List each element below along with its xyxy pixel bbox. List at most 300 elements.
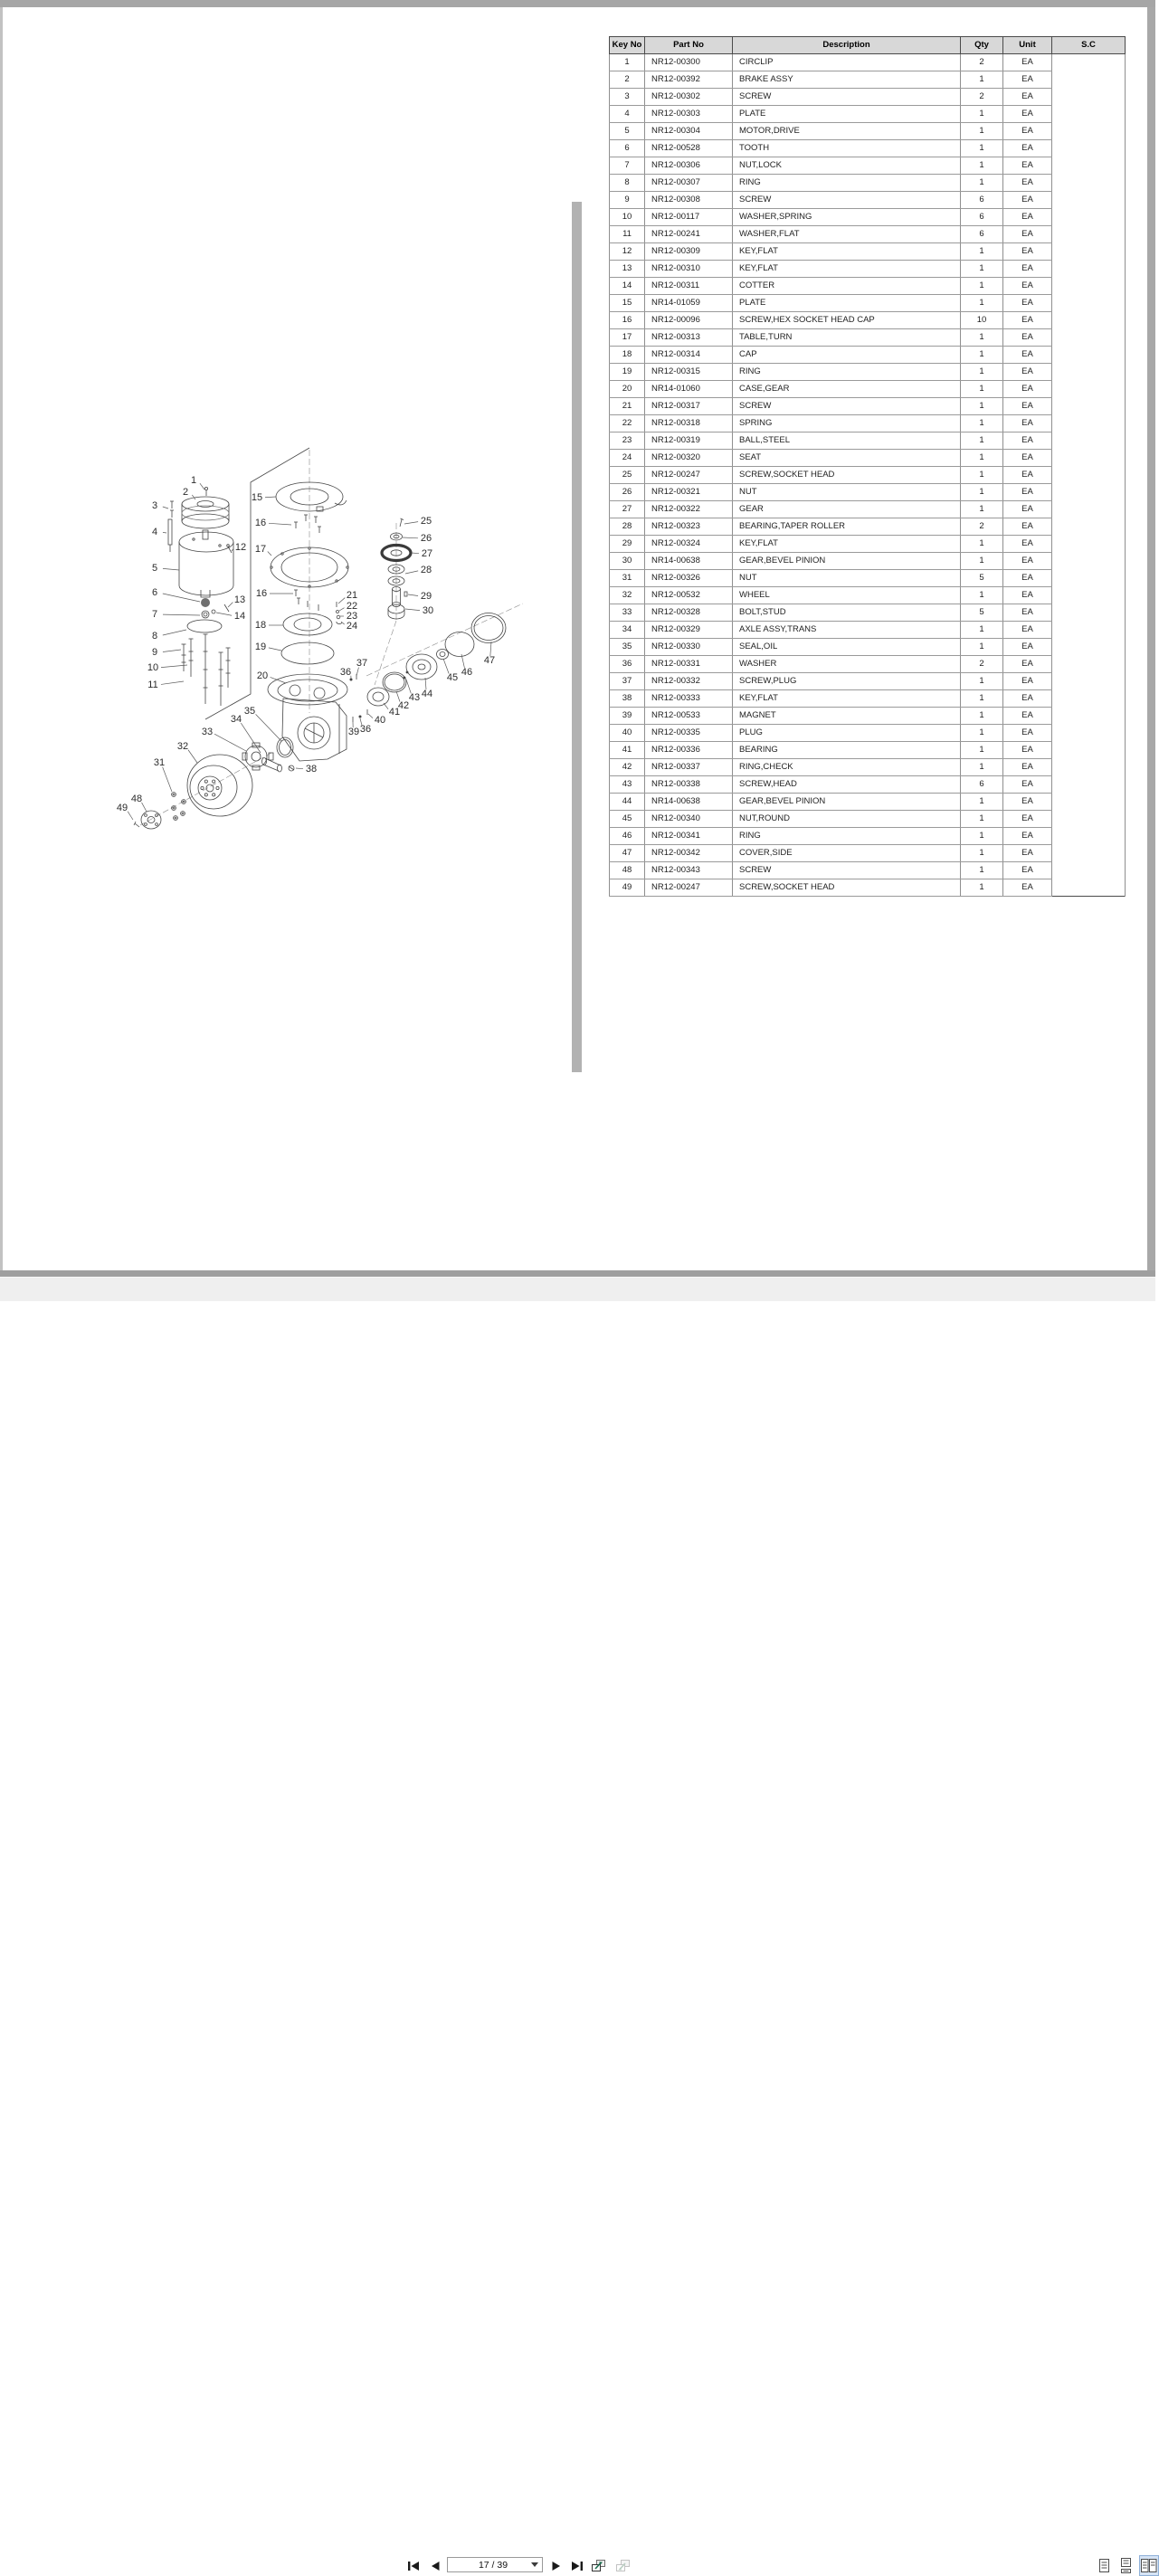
table-cell: NR12-00303 <box>645 106 733 123</box>
page-number-combobox[interactable] <box>447 2557 543 2572</box>
table-cell: 1 <box>961 261 1003 278</box>
callout-number: 17 <box>255 544 266 555</box>
page-indicator: 17 / 39 <box>448 2560 527 2571</box>
chevron-down-icon[interactable] <box>527 2562 542 2567</box>
table-cell: 38 <box>610 690 645 708</box>
leader-line <box>200 483 204 490</box>
table-row <box>610 106 1126 123</box>
callout-number: 4 <box>152 527 157 537</box>
table-cell <box>1052 140 1126 157</box>
table-cell: NR12-00324 <box>645 536 733 553</box>
table-cell: NR12-00323 <box>645 518 733 536</box>
callout-number: 28 <box>421 565 432 575</box>
table-cell: NR12-00247 <box>645 467 733 484</box>
callout-number: 5 <box>152 563 157 574</box>
next-view-button[interactable] <box>613 2558 632 2573</box>
table-cell: GEAR <box>733 501 961 518</box>
table-cell: EA <box>1003 518 1052 536</box>
single-page-view-icon <box>1098 2558 1110 2573</box>
table-row <box>610 794 1126 811</box>
table-cell: BEARING <box>733 742 961 759</box>
table-cell <box>1052 690 1126 708</box>
callout-number: 45 <box>447 672 458 683</box>
table-cell: EA <box>1003 759 1052 776</box>
table-cell <box>1052 123 1126 140</box>
table-cell: 11 <box>610 226 645 243</box>
table-row <box>610 759 1126 776</box>
table-row <box>610 209 1126 226</box>
table-cell: NR12-00326 <box>645 570 733 587</box>
callout-number: 49 <box>117 803 128 813</box>
table-cell: 28 <box>610 518 645 536</box>
leader-line <box>265 497 276 498</box>
table-cell <box>1052 673 1126 690</box>
previous-page-button[interactable] <box>427 2558 443 2573</box>
table-cell: 1 <box>961 708 1003 725</box>
first-page-button[interactable] <box>405 2558 422 2573</box>
table-cell: 1 <box>961 415 1003 433</box>
table-cell: 1 <box>961 639 1003 656</box>
table-cell: 8 <box>610 175 645 192</box>
table-cell: NR12-00340 <box>645 811 733 828</box>
table-cell <box>1052 794 1126 811</box>
toolbar-separator <box>0 1270 1155 1277</box>
table-cell <box>1052 243 1126 261</box>
table-cell: SCREW <box>733 862 961 879</box>
leader-line <box>188 750 197 763</box>
table-row <box>610 518 1126 536</box>
table-cell: NR12-00330 <box>645 639 733 656</box>
table-cell <box>1052 54 1126 71</box>
table-cell: EA <box>1003 54 1052 71</box>
table-cell <box>1052 879 1126 897</box>
table-cell: RING <box>733 175 961 192</box>
last-page-button[interactable] <box>569 2558 585 2573</box>
table-cell <box>1052 381 1126 398</box>
table-cell: NR12-00533 <box>645 708 733 725</box>
window-left-edge <box>0 7 3 1270</box>
table-cell: NR12-00333 <box>645 690 733 708</box>
leader-line <box>163 630 186 635</box>
table-cell: EA <box>1003 226 1052 243</box>
table-cell: 39 <box>610 708 645 725</box>
table-cell: NR12-00302 <box>645 89 733 106</box>
table-cell: 4 <box>610 106 645 123</box>
callout-number: 32 <box>177 741 188 752</box>
table-cell: 42 <box>610 759 645 776</box>
table-cell <box>1052 89 1126 106</box>
callout-number: 15 <box>252 492 262 503</box>
leader-line <box>443 659 449 673</box>
table-cell: 1 <box>961 845 1003 862</box>
table-cell: SCREW <box>733 192 961 209</box>
facing-pages-view-icon <box>1141 2558 1157 2573</box>
table-row <box>610 433 1126 450</box>
table-cell: EA <box>1003 656 1052 673</box>
vertical-scrollbar[interactable] <box>1147 7 1155 1270</box>
table-cell: EA <box>1003 879 1052 897</box>
table-cell <box>1052 587 1126 604</box>
table-row <box>610 776 1126 794</box>
table-cell <box>1052 450 1126 467</box>
leader-line <box>241 723 261 753</box>
table-cell: MOTOR,DRIVE <box>733 123 961 140</box>
table-cell: 1 <box>961 553 1003 570</box>
table-cell: NR12-00315 <box>645 364 733 381</box>
table-cell: NR12-00328 <box>645 604 733 622</box>
table-cell: EA <box>1003 604 1052 622</box>
hub-nuts <box>172 793 186 821</box>
table-cell: 33 <box>610 604 645 622</box>
table-cell: 46 <box>610 828 645 845</box>
leader-line <box>163 594 200 602</box>
table-cell: NR12-00319 <box>645 433 733 450</box>
callout-labels <box>117 475 495 820</box>
table-row <box>610 175 1126 192</box>
table-cell: NR12-00332 <box>645 673 733 690</box>
table-cell: 6 <box>961 226 1003 243</box>
table-cell: NR12-00320 <box>645 450 733 467</box>
callout-number: 16 <box>256 588 267 599</box>
table-cell: BALL,STEEL <box>733 433 961 450</box>
callout-number: 10 <box>147 662 158 673</box>
leader-line <box>356 668 358 676</box>
table-cell: 47 <box>610 845 645 862</box>
table-cell: AXLE ASSY,TRANS <box>733 622 961 639</box>
callout-number: 2 <box>183 487 188 498</box>
table-cell: EA <box>1003 845 1052 862</box>
table-row <box>610 690 1126 708</box>
table-row <box>610 587 1126 604</box>
column-header: Description <box>733 37 961 54</box>
previous-page-icon <box>430 2561 441 2571</box>
table-cell: 2 <box>961 89 1003 106</box>
table-cell: 1 <box>961 278 1003 295</box>
table-cell: NR12-00318 <box>645 415 733 433</box>
callout-number: 36 <box>340 667 351 678</box>
callout-number: 33 <box>202 727 213 737</box>
callout-number: 30 <box>423 605 433 616</box>
callout-number: 16 <box>255 518 266 528</box>
table-cell: NUT <box>733 570 961 587</box>
table-cell: PLATE <box>733 295 961 312</box>
column-header: Qty <box>961 37 1003 54</box>
table-row <box>610 71 1126 89</box>
table-cell <box>1052 398 1126 415</box>
leader-line <box>214 734 246 751</box>
table-cell: EA <box>1003 278 1052 295</box>
table-cell: NR12-00117 <box>645 209 733 226</box>
table-row <box>610 54 1126 71</box>
table-cell: NUT,ROUND <box>733 811 961 828</box>
table-cell <box>1052 845 1126 862</box>
table-cell <box>1052 364 1126 381</box>
leader-line <box>228 603 233 607</box>
table-cell: 6 <box>961 776 1003 794</box>
table-cell: 17 <box>610 329 645 347</box>
table-cell: 23 <box>610 433 645 450</box>
table-cell <box>1052 157 1126 175</box>
table-cell <box>1052 278 1126 295</box>
table-cell: SCREW <box>733 398 961 415</box>
table-cell: EA <box>1003 398 1052 415</box>
callout-number: 39 <box>348 727 359 737</box>
table-cell: 1 <box>961 759 1003 776</box>
callout-number: 36 <box>360 724 371 735</box>
table-cell: 1 <box>961 828 1003 845</box>
single-page-view-button[interactable] <box>1096 2558 1112 2573</box>
leader-line <box>404 522 418 524</box>
table-cell: EA <box>1003 501 1052 518</box>
table-cell: NR12-00311 <box>645 278 733 295</box>
leader-line <box>142 803 147 812</box>
leader-line <box>368 714 373 718</box>
table-cell: 18 <box>610 347 645 364</box>
table-cell: NR12-00306 <box>645 157 733 175</box>
table-cell: 40 <box>610 725 645 742</box>
table-cell: 1 <box>961 123 1003 140</box>
table-cell <box>1052 484 1126 501</box>
table-cell: 1 <box>961 243 1003 261</box>
callout-number: 18 <box>255 620 266 631</box>
leader-line <box>256 714 281 741</box>
table-cell <box>1052 742 1126 759</box>
table-cell: NR12-00309 <box>645 243 733 261</box>
table-cell: 27 <box>610 501 645 518</box>
table-cell: WASHER,SPRING <box>733 209 961 226</box>
table-cell: SEAL,OIL <box>733 639 961 656</box>
table-cell: 1 <box>961 742 1003 759</box>
table-cell: EA <box>1003 536 1052 553</box>
table-header-row <box>610 37 1126 54</box>
table-row <box>610 656 1126 673</box>
table-cell: SCREW,PLUG <box>733 673 961 690</box>
callout-number: 41 <box>389 707 400 718</box>
table-row <box>610 639 1126 656</box>
table-cell: EA <box>1003 639 1052 656</box>
table-cell: 24 <box>610 450 645 467</box>
table-row <box>610 89 1126 106</box>
leader-line <box>163 614 200 615</box>
table-cell: 1 <box>961 690 1003 708</box>
table-cell: EA <box>1003 243 1052 261</box>
table-cell: 25 <box>610 467 645 484</box>
leader-line <box>163 507 168 509</box>
table-cell: KEY,FLAT <box>733 690 961 708</box>
table-cell <box>1052 347 1126 364</box>
table-cell: 2 <box>961 518 1003 536</box>
callout-number: 29 <box>421 591 432 602</box>
continuous-view-button[interactable] <box>1117 2558 1134 2573</box>
callout-number: 23 <box>347 611 357 622</box>
callout-number: 1 <box>191 475 196 486</box>
table-cell <box>1052 467 1126 484</box>
table-cell: GEAR,BEVEL PINION <box>733 553 961 570</box>
table-cell: 2 <box>961 656 1003 673</box>
table-cell: EA <box>1003 862 1052 879</box>
table-cell: 10 <box>610 209 645 226</box>
table-cell: SCREW,SOCKET HEAD <box>733 467 961 484</box>
table-cell: PLATE <box>733 106 961 123</box>
table-row <box>610 364 1126 381</box>
table-cell: NR14-01059 <box>645 295 733 312</box>
callout-number: 31 <box>154 757 165 768</box>
callout-number: 19 <box>255 642 266 652</box>
previous-view-icon <box>591 2559 606 2572</box>
leader-line <box>232 549 233 551</box>
table-cell: NR12-00321 <box>645 484 733 501</box>
table-cell: EA <box>1003 295 1052 312</box>
table-cell: 1 <box>610 54 645 71</box>
table-cell: EA <box>1003 209 1052 226</box>
table-cell: 1 <box>961 862 1003 879</box>
callout-number: 26 <box>421 533 432 544</box>
callout-number: 24 <box>347 621 357 632</box>
table-cell: 1 <box>961 433 1003 450</box>
table-row <box>610 329 1126 347</box>
table-cell: 34 <box>610 622 645 639</box>
table-cell <box>1052 261 1126 278</box>
leader-line <box>216 613 232 615</box>
table-cell: EA <box>1003 347 1052 364</box>
table-cell <box>1052 501 1126 518</box>
table-cell: SCREW <box>733 89 961 106</box>
table-row <box>610 742 1126 759</box>
table-cell <box>1052 415 1126 433</box>
table-cell: 2 <box>961 54 1003 71</box>
leader-line <box>268 552 271 556</box>
table-cell: EA <box>1003 71 1052 89</box>
table-cell: 1 <box>961 794 1003 811</box>
table-cell <box>1052 622 1126 639</box>
table-cell: 3 <box>610 89 645 106</box>
table-row <box>610 673 1126 690</box>
table-cell: RING <box>733 828 961 845</box>
table-cell: 1 <box>961 725 1003 742</box>
table-cell: 49 <box>610 879 645 897</box>
table-cell: NR14-00638 <box>645 794 733 811</box>
table-cell: SCREW,HEX SOCKET HEAD CAP <box>733 312 961 329</box>
table-cell <box>1052 862 1126 879</box>
table-cell: 7 <box>610 157 645 175</box>
callout-number: 42 <box>398 700 409 711</box>
table-cell: NR12-00322 <box>645 501 733 518</box>
table-cell: NR12-00314 <box>645 347 733 364</box>
table-cell: 6 <box>610 140 645 157</box>
table-cell <box>1052 570 1126 587</box>
table-row <box>610 295 1126 312</box>
table-cell: COTTER <box>733 278 961 295</box>
table-cell: NR12-00532 <box>645 587 733 604</box>
table-cell: NR12-00341 <box>645 828 733 845</box>
table-cell: 1 <box>961 157 1003 175</box>
facing-pages-view-button[interactable] <box>1141 2558 1157 2573</box>
table-cell: 1 <box>961 347 1003 364</box>
table-cell: SCREW,HEAD <box>733 776 961 794</box>
table-cell: SCREW,SOCKET HEAD <box>733 879 961 897</box>
table-cell: 2 <box>610 71 645 89</box>
table-row <box>610 845 1126 862</box>
next-page-button[interactable] <box>548 2558 565 2573</box>
table-cell <box>1052 226 1126 243</box>
callout-number: 6 <box>152 587 157 598</box>
table-cell: 5 <box>961 604 1003 622</box>
previous-view-button[interactable] <box>589 2558 607 2573</box>
table-cell: 1 <box>961 484 1003 501</box>
callout-number: 40 <box>375 715 385 726</box>
table-cell: EA <box>1003 708 1052 725</box>
table-cell: EA <box>1003 742 1052 759</box>
table-cell: NR12-00337 <box>645 759 733 776</box>
table-cell: NUT,LOCK <box>733 157 961 175</box>
column-header: S.C <box>1052 37 1126 54</box>
table-cell: 36 <box>610 656 645 673</box>
table-cell <box>1052 639 1126 656</box>
table-cell: 1 <box>961 536 1003 553</box>
table-cell: 1 <box>961 622 1003 639</box>
table-cell: EA <box>1003 570 1052 587</box>
callout-number: 47 <box>484 655 495 666</box>
table-cell: 22 <box>610 415 645 433</box>
table-cell: EA <box>1003 467 1052 484</box>
column-header: Unit <box>1003 37 1052 54</box>
table-row <box>610 347 1126 364</box>
table-cell: EA <box>1003 622 1052 639</box>
table-cell: WASHER <box>733 656 961 673</box>
callout-number: 22 <box>347 601 357 612</box>
table-cell: 1 <box>961 450 1003 467</box>
table-cell: EA <box>1003 484 1052 501</box>
table-cell: GEAR,BEVEL PINION <box>733 794 961 811</box>
table-cell: 1 <box>961 467 1003 484</box>
table-row <box>610 381 1126 398</box>
table-cell: EA <box>1003 175 1052 192</box>
table-row <box>610 708 1126 725</box>
table-cell: EA <box>1003 553 1052 570</box>
table-row <box>610 811 1126 828</box>
table-cell: TOOTH <box>733 140 961 157</box>
table-cell <box>1052 828 1126 845</box>
table-cell: NR12-00313 <box>645 329 733 347</box>
table-row <box>610 312 1126 329</box>
table-cell <box>1052 776 1126 794</box>
callout-number: 12 <box>235 542 246 553</box>
table-cell <box>1052 175 1126 192</box>
table-cell <box>1052 329 1126 347</box>
table-cell: EA <box>1003 106 1052 123</box>
table-cell: 45 <box>610 811 645 828</box>
table-cell: NR12-00317 <box>645 398 733 415</box>
table-cell: BEARING,TAPER ROLLER <box>733 518 961 536</box>
table-cell: CASE,GEAR <box>733 381 961 398</box>
callout-number: 3 <box>152 500 157 511</box>
table-row <box>610 157 1126 175</box>
callout-number: 27 <box>422 548 432 559</box>
stud-bolts <box>182 634 231 706</box>
leader-line <box>163 568 179 570</box>
table-cell: EA <box>1003 828 1052 845</box>
table-cell <box>1052 759 1126 776</box>
table-cell: NR12-00336 <box>645 742 733 759</box>
table-cell: EA <box>1003 312 1052 329</box>
next-view-icon <box>615 2559 631 2572</box>
table-cell: BRAKE ASSY <box>733 71 961 89</box>
table-cell: 35 <box>610 639 645 656</box>
table-cell: NR12-00304 <box>645 123 733 140</box>
leader-line <box>163 532 166 533</box>
table-cell: EA <box>1003 261 1052 278</box>
table-cell: 26 <box>610 484 645 501</box>
